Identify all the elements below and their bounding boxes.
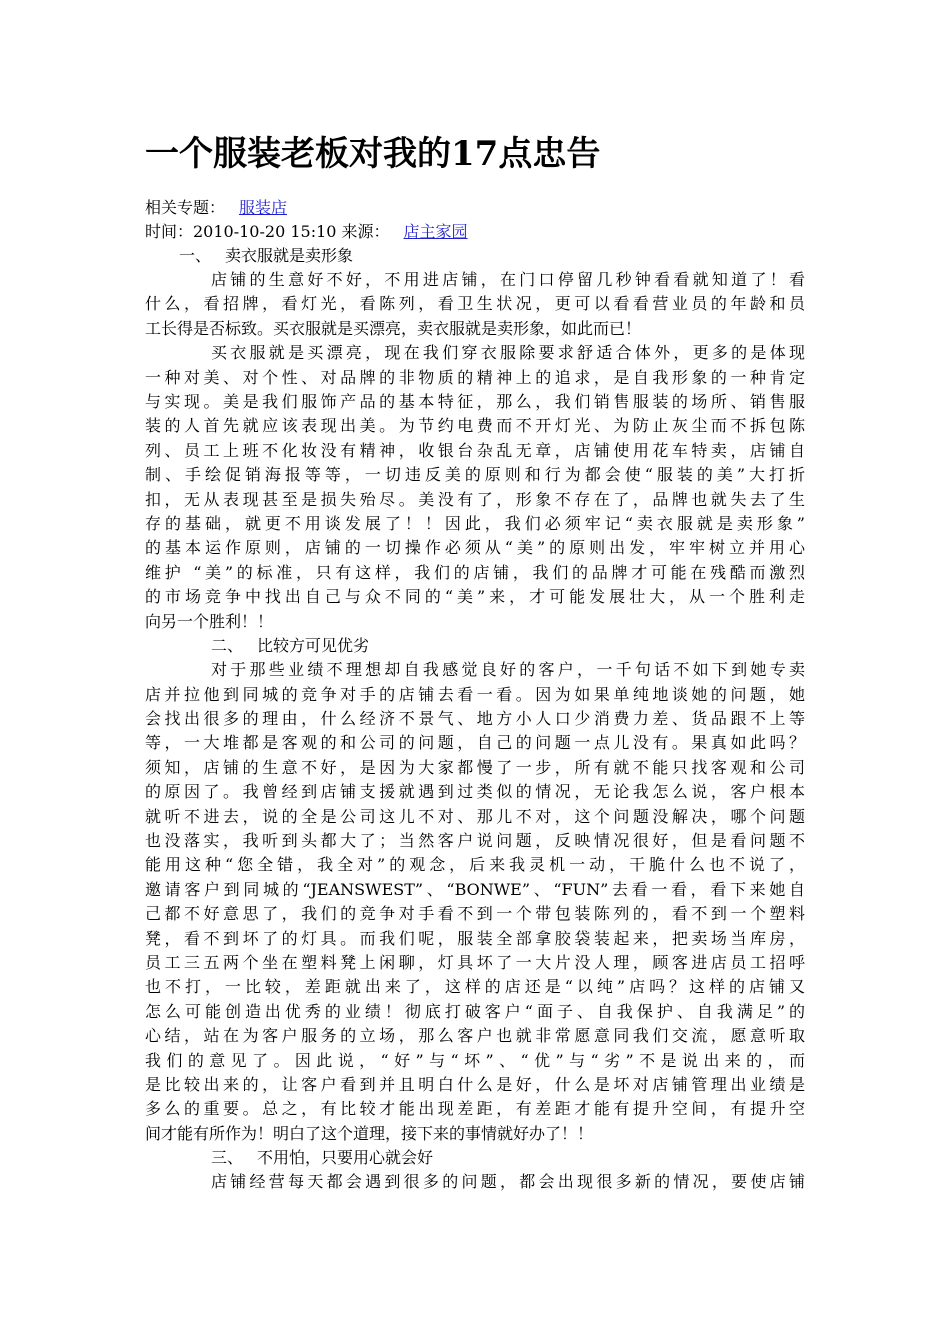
paragraph-line: 多么的重要。总之，有比较才能出现差距，有差距才能有提升空间，有提升空 — [145, 1099, 805, 1119]
paragraph-line: 我们的意见了。因此说，“好”与“坏”、“优”与“劣”不是说出来的，而 — [145, 1050, 805, 1070]
time-source-line — [145, 220, 805, 244]
paragraph-line: 员工三五两个坐在塑料凳上闲聊，灯具坏了一大片没人理，顾客进店员工招呼 — [145, 952, 805, 972]
paragraph-line: 能用这种“您全错，我全对”的观念，后来我灵机一动，干脆什么也不说了， — [145, 855, 805, 875]
source-link[interactable]: 店主家园 — [403, 222, 468, 241]
paragraph-line: 须知，店铺的生意不好，是因为大家都慢了一步，所有就不能只找客观和公司 — [145, 757, 805, 777]
section-number: 一、 — [179, 246, 212, 265]
paragraph-line: 的原因了。我曾经到店铺支援就遇到过类似的情况，无论我怎么说，客户根本 — [145, 782, 805, 802]
paragraph-line: 买衣服就是买漂亮，现在我们穿衣服除要求舒适合体外，更多的是体现 — [211, 343, 805, 363]
paragraph-line: 存的基础，就更不用谈发展了！！因此，我们必须牢记“卖衣服就是卖形象” — [145, 514, 805, 534]
paragraph-line: 店铺的生意好不好，不用进店铺，在门口停留几秒钟看看就知道了！看 — [211, 270, 805, 289]
section-heading — [145, 634, 805, 658]
topic-line — [145, 196, 805, 220]
paragraph — [145, 268, 805, 341]
paragraph-line: 店并拉他到同城的竞争对手的店铺去看一看。因为如果单纯地谈她的问题，她 — [145, 684, 805, 704]
paragraph-line: 店铺经营每天都会遇到很多的问题，都会出现很多新的情况，要使店铺 — [211, 1172, 805, 1192]
paragraph-line: 扣，无从表现甚至是损失殆尽。美没有了，形象不存在了，品牌也就失去了生 — [145, 489, 805, 509]
article-body — [145, 244, 805, 1195]
paragraph-line: 装的人首先就应该表现出美。为节约电费而不开灯光、为防止灰尘而不拆包陈 — [145, 416, 805, 436]
paragraph-line: 对于那些业绩不理想却自我感觉良好的客户，一千句话不如下到她专卖 — [211, 660, 805, 680]
paragraph-line: 也没落实，我听到头都大了；当然客户说问题，反映情况很好，但是看问题不 — [145, 830, 805, 850]
section-heading-text: 不用怕，只要用心就会好 — [257, 1148, 434, 1168]
paragraph-line: 的市场竞争中找出自己与众不同的“美”来，才可能发展壮大，从一个胜利走 — [145, 587, 805, 607]
paragraph-line: 怎么可能创造出优秀的业绩！彻底打破客户“面子、自我保护、自我满足”的 — [145, 1001, 805, 1021]
paragraph-line: 什么，看招牌，看灯光，看陈列，看卫生状况，更可以看看营业员的年龄和员 — [145, 294, 805, 314]
paragraph-line: 间才能有所作为！明白了这个道理，接下来的事情就好办了！！ — [145, 1123, 594, 1143]
paragraph-line: 邀请客户到同城的“JEANSWEST”、“BONWE”、“FUN”去看一看，看下来她自 — [145, 879, 805, 899]
section-heading-text: 比较方可见优劣 — [257, 636, 370, 656]
paragraph-line: 会找出很多的理由，什么经济不景气、地方小人口少消费力差、货品跟不上等 — [145, 708, 805, 728]
paragraph-line: 列、员工上班不化妆没有精神，收银台杂乱无章，店铺使用花车特卖，店铺自 — [145, 440, 805, 460]
page-title: 一个服装老板对我的17点忠告 — [145, 134, 601, 174]
paragraph-line: 凳，看不到坏了的灯具。而我们呢，服装全部拿胶袋装起来，把卖场当库房， — [145, 928, 805, 948]
paragraph-line: 向另一个胜利！！ — [145, 611, 274, 631]
section-heading-text: 卖衣服就是卖形象 — [225, 246, 354, 265]
paragraph-line: 与实现。美是我们服饰产品的基本特征，那么，我们销售服装的场所、销售服 — [145, 392, 805, 412]
paragraph-line: 一种对美、对个性、对品牌的非物质的精神上的追求，是自我形象的一种肯定 — [145, 367, 805, 387]
topic-label: 相关专题： — [145, 198, 226, 217]
paragraph-line: 是比较出来的，让客户看到并且明白什么是好，什么是坏对店铺管理出业绩是 — [145, 1075, 805, 1094]
paragraph — [145, 341, 805, 634]
section-heading — [145, 1146, 805, 1170]
section-number: 三、 — [211, 1148, 244, 1168]
section-number: 二、 — [211, 636, 244, 656]
paragraph-line: 心结，站在为客户服务的立场，那么客户也就非常愿意同我们交流，愿意听取 — [145, 1026, 805, 1046]
paragraph-line: 己都不好意思了，我们的竞争对手看不到一个带包装陈列的，看不到一个塑料 — [145, 904, 805, 924]
paragraph-line: 制、手绘促销海报等等，一切违反美的原则和行为都会使“服装的美”大打折 — [145, 465, 805, 485]
paragraph-line: 等，一大堆都是客观的和公司的问题，自己的问题一点儿没有。果真如此吗？ — [145, 733, 805, 753]
paragraph-line: 也不打，一比较，差距就出来了，这样的店还是“以纯”店吗？这样的店铺又 — [145, 977, 805, 997]
document-page — [145, 128, 805, 1195]
paragraph-line: 维护 “美”的标准，只有这样，我们的店铺，我们的品牌才可能在残酷而激烈 — [145, 562, 805, 582]
section-heading — [145, 244, 805, 268]
time-source-label: 时间：2010-10-20 15:10 来源： — [145, 222, 390, 241]
paragraph-line: 工长得是否标致。买衣服就是买漂亮，卖衣服就是卖形象，如此而已！ — [145, 318, 642, 338]
paragraph — [145, 1170, 805, 1194]
paragraph-line: 就听不进去，说的全是公司这儿不对、那儿不对，这个问题没解决，哪个问题 — [145, 806, 805, 826]
paragraph-line: 的基本运作原则，店铺的一切操作必须从“美”的原则出发，牢牢树立并用心 — [145, 538, 805, 558]
paragraph — [145, 658, 805, 1146]
topic-link[interactable]: 服装店 — [239, 198, 288, 217]
